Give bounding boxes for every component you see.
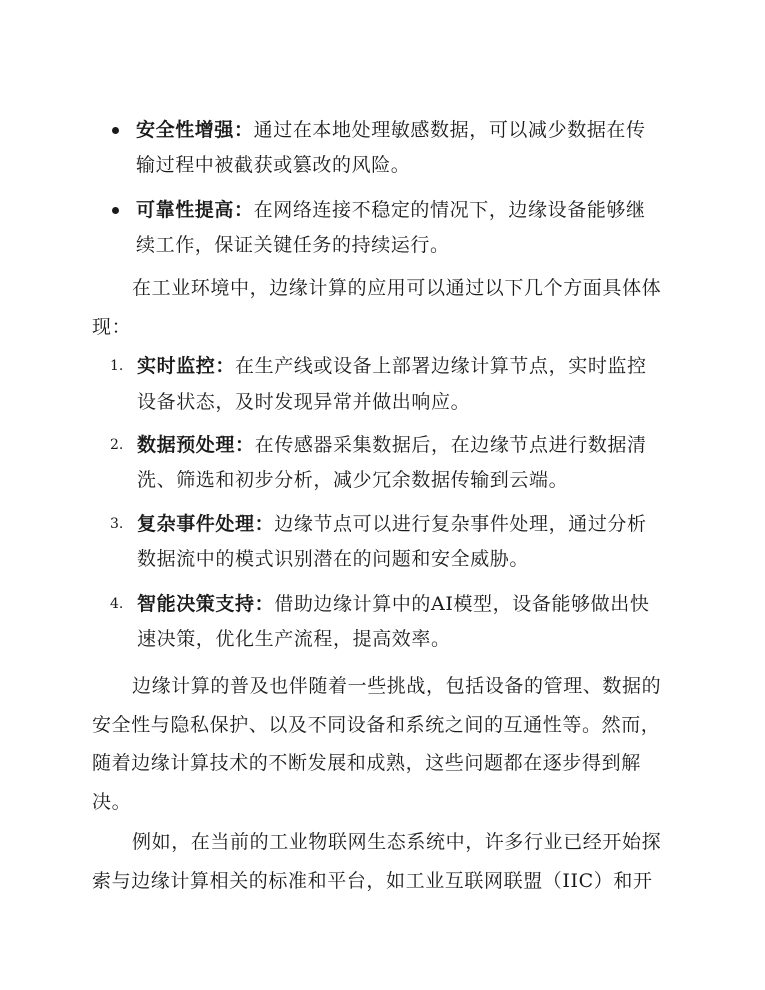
item-number: 4. [110, 596, 124, 612]
paragraph-line: 现： [92, 316, 132, 338]
paragraph-line: 边缘计算的普及也伴随着一些挑战，包括设备的管理、数据的 [132, 675, 662, 697]
item-number: 3. [110, 516, 124, 532]
item-text: 在生产线或设备上部署边缘计算节点，实时监控 [235, 355, 647, 377]
item-text: 在传感器采集数据后，在边缘节点进行数据清 [254, 434, 647, 456]
bullet-text: 在网络连接不稳定的情况下，边缘设备能够继 [253, 199, 646, 221]
item-colon: ： [254, 593, 275, 615]
bullet-term: 安全性增强 [136, 119, 235, 141]
item-text: 借助边缘计算中的AI模型，设备能够做出快 [274, 593, 650, 615]
bullet-text-continued: 输过程中被截获或篡改的风险。 [136, 154, 411, 176]
paragraph-line: 随着边缘计算技术的不断发展和成熟，这些问题都在逐步得到解 [92, 752, 641, 774]
item-colon: ： [235, 434, 255, 456]
item-term: 复杂事件处理 [137, 513, 255, 535]
item-term: 智能决策支持 [137, 593, 255, 615]
bullet-term: 可靠性提高 [136, 199, 235, 221]
paragraph-line: 例如，在当前的工业物联网生态系统中，许多行业已经开始探 [132, 831, 662, 853]
bullet-dot-icon [112, 127, 119, 134]
item-text-continued: 洗、筛选和初步分析，减少冗余数据传输到云端。 [137, 469, 569, 491]
item-number: 1. [110, 358, 124, 374]
bullet-colon: ： [234, 119, 254, 141]
item-term: 数据预处理 [137, 434, 236, 456]
paragraph-line: 安全性与隐私保护、以及不同设备和系统之间的互通性等。然而， [92, 714, 661, 736]
item-colon: ： [254, 513, 275, 535]
item-text-continued: 设备状态，及时发现异常并做出响应。 [137, 391, 471, 413]
bullet-colon: ： [234, 199, 254, 221]
bullet-text-continued: 续工作，保证关键任务的持续运行。 [136, 234, 450, 256]
item-colon: ： [215, 355, 236, 377]
paragraph-line: 在工业环境中，边缘计算的应用可以通过以下几个方面具体体 [132, 277, 662, 299]
item-number: 2. [110, 437, 124, 453]
paragraph-line: 决。 [92, 791, 132, 813]
item-text-continued: 速决策，优化生产流程，提高效率。 [137, 628, 451, 650]
bullet-text: 通过在本地处理敏感数据，可以减少数据在传 [253, 119, 646, 141]
paragraph-line: 索与边缘计算相关的标准和平台，如工业互联网联盟（IIC）和开 [92, 870, 653, 892]
item-term: 实时监控 [137, 355, 216, 377]
item-text: 边缘节点可以进行复杂事件处理，通过分析 [274, 513, 647, 535]
item-text-continued: 数据流中的模式识别潜在的问题和安全威胁。 [137, 548, 530, 570]
bullet-dot-icon [112, 207, 119, 214]
